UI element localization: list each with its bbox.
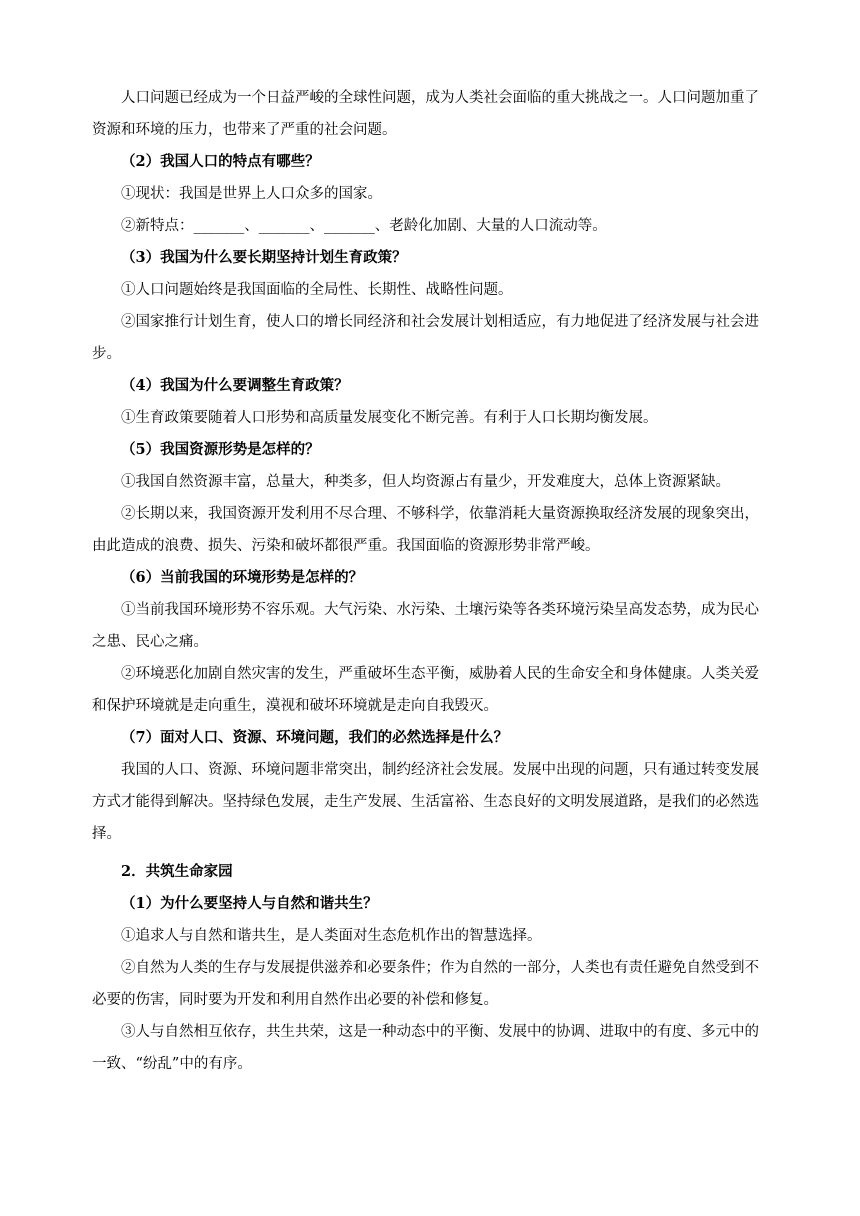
- paragraph: ②新特点：_______、_______、_______、老龄化加剧、大量的人口流动等。: [121, 218, 607, 234]
- paragraph: ①追求人与自然和谐共生，是人类面对生态危机作出的智慧选择。: [121, 928, 542, 944]
- section-heading: （3）我国为什么要长期坚持计划生育政策？: [121, 249, 407, 266]
- paragraph: ②环境恶化加剧自然灾害的发生，严重破坏生态平衡，威胁着人民的生命安全和身体健康。人类关爱和保护环境就是走向重生，漠视和破坏环境就是走向自我毁灭。: [92, 666, 759, 714]
- paragraph: ①生育政策要随着人口形势和高质量发展变化不断完善。有利于人口长期均衡发展。: [121, 410, 658, 426]
- section-heading: （1）为什么要坚持人与自然和谐共生？: [121, 895, 378, 912]
- paragraph: ①当前我国环境形势不容乐观。大气污染、水污染、土壤污染等各类环境污染呈高发态势，成为民心之患、民心之痛。: [92, 602, 759, 650]
- paragraph: ①现状：我国是世界上人口众多的国家。: [121, 186, 382, 202]
- section-heading: （2）我国人口的特点有哪些？: [121, 153, 320, 170]
- paragraph: ①人口问题始终是我国面临的全局性、长期性、战略性问题。: [121, 282, 513, 298]
- paragraph: ②国家推行计划生育，使人口的增长同经济和社会发展计划相适应，有力地促进了经济发展与社会进步。: [92, 314, 759, 362]
- paragraph: ③人与自然相互依存，共生共荣，这是一种动态中的平衡、发展中的协调、进取中的有度、多元中的一致、“纷乱”中的有序。: [92, 1024, 759, 1072]
- paragraph: ②自然为人类的生存与发展提供滋养和必要条件；作为自然的一部分，人类也有责任避免自然受到不必要的伤害，同时要为开发和利用自然作出必要的补偿和修复。: [92, 960, 759, 1008]
- document-body: [92, 82, 772, 1080]
- section-heading: （6）当前我国的环境形势是怎样的？: [121, 569, 364, 586]
- paragraph: ②长期以来，我国资源开发利用不尽合理、不够科学，依靠消耗大量资源换取经济发展的现象突出，由此造成的浪费、损失、污染和破坏都很严重。我国面临的资源形势非常严峻。: [92, 506, 759, 554]
- section-heading: （5）我国资源形势是怎样的？: [121, 441, 320, 458]
- section-heading: （7）面对人口、资源、环境问题，我们的必然选择是什么？: [121, 729, 509, 746]
- paragraph: 人口问题已经成为一个日益严峻的全球性问题，成为人类社会面临的重大挑战之一。人口问题加重了资源和环境的压力，也带来了严重的社会问题。: [92, 90, 759, 138]
- section-heading: （4）我国为什么要调整生育政策？: [121, 377, 349, 394]
- section-heading: 2．共筑生命家园: [121, 863, 233, 880]
- paragraph: 我国的人口、资源、环境问题非常突出，制约经济社会发展。发展中出现的问题，只有通过转变发展方式才能得到解决。坚持绿色发展，走生产发展、生活富裕、生态良好的文明发展道路，是我们的必然选择。: [92, 762, 759, 842]
- paragraph: ①我国自然资源丰富，总量大，种类多，但人均资源占有量少，开发难度大，总体上资源紧缺。: [121, 474, 730, 490]
